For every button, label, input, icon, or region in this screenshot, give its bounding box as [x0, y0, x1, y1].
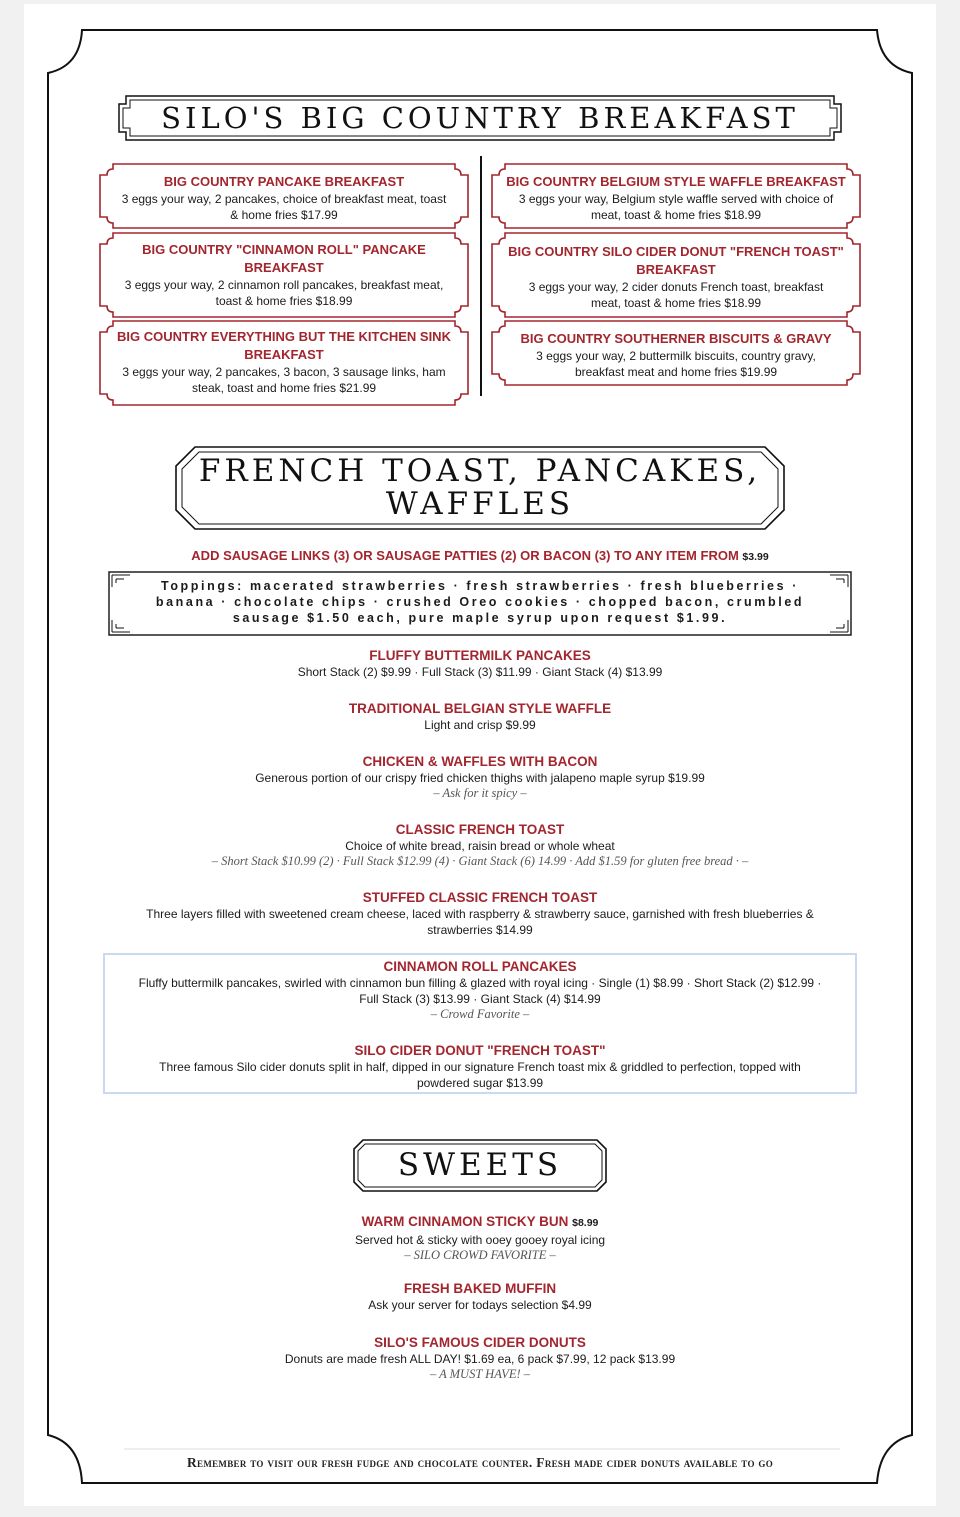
item-desc: Donuts are made fresh ALL DAY! $1.69 ea, 6 pack $7.99, 12 pack $13.99	[284, 1352, 676, 1366]
sweets-title: SWEETS	[397, 1147, 563, 1183]
card-cider-donut-breakfast	[491, 232, 861, 318]
item-desc: Three famous Silo cider donuts split in half, dipped in our signature French toast mix & griddled to perfection, topped with	[159, 1060, 801, 1074]
item-title: WARM CINNAMON STICKY BUN	[361, 1214, 569, 1229]
card-title: BIG COUNTRY EVERYTHING BUT THE KITCHEN SINK	[117, 329, 451, 344]
sweet-muffin	[110, 1280, 850, 1313]
item-desc: Short Stack (2) $9.99 · Full Stack (3) $11.99 · Giant Stack (4) $13.99	[297, 665, 663, 679]
french-toast-title-line2: WAFFLES	[385, 486, 575, 522]
card-cinnamon-roll-breakfast	[99, 232, 469, 318]
big-country-banner	[118, 95, 842, 141]
item-title: SILO'S FAMOUS CIDER DONUTS	[374, 1335, 586, 1350]
toppings-line: Toppings: macerated strawberries · fresh strawberries · fresh blueberries ·	[161, 579, 799, 593]
card-desc: & home fries $17.99	[230, 208, 338, 222]
card-desc: 3 eggs your way, 2 pancakes, choice of breakfast meat, toast	[121, 192, 447, 206]
item-desc: powdered sugar $13.99	[416, 1076, 544, 1090]
item-desc: Served hot & sticky with ooey gooey royal icing	[354, 1233, 606, 1247]
item-title: FLUFFY BUTTERMILK PANCAKES	[369, 648, 591, 663]
item-title: CHICKEN & WAFFLES WITH BACON	[362, 754, 598, 769]
item-title: CINNAMON ROLL PANCAKES	[383, 959, 577, 974]
addon-price: $3.99	[742, 551, 769, 563]
card-desc: toast & home fries $18.99	[215, 294, 353, 308]
toppings-line: banana · chocolate chips · crushed Oreo cookies · chopped bacon, crumbled	[155, 595, 805, 609]
item-buttermilk-pancakes	[110, 647, 850, 680]
card-desc: 3 eggs your way, 2 cinnamon roll pancakes, breakfast meat,	[124, 278, 444, 292]
sweet-sticky-bun	[110, 1213, 850, 1263]
card-title-line2: BREAKFAST	[636, 262, 716, 277]
item-note: – Short Stack $10.99 (2) · Full Stack $12.99 (4) · Giant Stack (6) 14.99 · Add $1.59 for gluten free bread · –	[211, 854, 749, 868]
item-title: TRADITIONAL BELGIAN STYLE WAFFLE	[348, 701, 612, 716]
item-title: FRESH BAKED MUFFIN	[403, 1281, 557, 1296]
card-title: BIG COUNTRY BELGIUM STYLE WAFFLE BREAKFAST	[506, 174, 846, 189]
card-belgium-waffle-breakfast	[491, 163, 861, 229]
sweets-banner	[353, 1139, 607, 1192]
item-title: STUFFED CLASSIC FRENCH TOAST	[362, 890, 598, 905]
column-divider	[480, 156, 482, 396]
item-desc: Three layers filled with sweetened cream cheese, laced with raspberry & strawberry sauce, garnished with fresh blueberries &	[146, 907, 814, 921]
item-cider-donut-french-toast	[105, 1042, 855, 1091]
item-note: – Ask for it spicy –	[433, 786, 527, 800]
card-desc: 3 eggs your way, Belgium style waffle served with choice of	[518, 192, 834, 206]
item-desc: Full Stack (3) $13.99 · Giant Stack (4) $14.99	[359, 992, 601, 1006]
toppings-box	[108, 571, 852, 636]
french-toast-banner	[175, 446, 785, 530]
french-toast-title: FRENCH TOAST, PANCAKES,	[198, 453, 762, 489]
card-desc: meat, toast & home fries $18.99	[590, 208, 762, 222]
item-title: CLASSIC FRENCH TOAST	[395, 822, 565, 837]
card-title: BIG COUNTRY SOUTHERNER BISCUITS & GRAVY	[520, 331, 832, 346]
item-note: – SILO CROWD FAVORITE –	[404, 1248, 556, 1262]
item-desc: Choice of white bread, raisin bread or whole wheat	[345, 839, 615, 853]
card-title: BIG COUNTRY "CINNAMON ROLL" PANCAKE	[142, 242, 426, 257]
item-desc: Ask your server for todays selection $4.99	[368, 1298, 592, 1312]
item-desc: Fluffy buttermilk pancakes, swirled with cinnamon bun filling & glazed with royal icing · Single (1) $8.99 · Short Stack (2) $12.99 ·	[138, 976, 822, 990]
card-desc: meat, toast & home fries $18.99	[590, 296, 762, 310]
card-desc: steak, toast and home fries $21.99	[191, 381, 377, 395]
item-cinnamon-roll-pancakes	[105, 958, 855, 1022]
item-classic-french-toast	[110, 821, 850, 869]
card-title: BIG COUNTRY PANCAKE BREAKFAST	[163, 174, 405, 189]
card-desc: breakfast meat and home fries $19.99	[574, 365, 778, 379]
item-title: SILO CIDER DONUT "FRENCH TOAST"	[354, 1043, 606, 1058]
card-title-line2: BREAKFAST	[244, 260, 324, 275]
item-desc: Light and crisp $9.99	[424, 718, 536, 732]
sweet-cider-donuts	[110, 1334, 850, 1382]
addon-line	[100, 547, 860, 566]
item-chicken-waffles	[110, 753, 850, 801]
item-stuffed-french-toast	[100, 889, 860, 938]
card-desc: 3 eggs your way, 2 pancakes, 3 bacon, 3 sausage links, ham	[122, 365, 446, 379]
big-country-title: SILO'S BIG COUNTRY BREAKFAST	[161, 101, 799, 135]
footer-note: Remember to visit our fresh fudge and chocolate counter. Fresh made cider donuts available to go	[186, 1455, 774, 1470]
item-note: – Crowd Favorite –	[430, 1007, 530, 1021]
card-title-line2: BREAKFAST	[244, 347, 324, 362]
card-pancake-breakfast	[99, 163, 469, 229]
item-desc: strawberries $14.99	[427, 923, 533, 937]
card-biscuits-gravy-breakfast	[491, 320, 861, 386]
toppings-line: sausage $1.50 each, pure maple syrup upon request $1.99.	[232, 611, 728, 625]
card-desc: 3 eggs your way, 2 cider donuts French toast, breakfast	[528, 280, 824, 294]
item-note: – A MUST HAVE! –	[429, 1367, 531, 1381]
card-kitchen-sink-breakfast	[99, 320, 469, 406]
item-belgian-waffle	[110, 700, 850, 733]
item-price: $8.99	[572, 1217, 599, 1229]
item-desc: Generous portion of our crispy fried chicken thighs with jalapeno maple syrup $19.99	[255, 771, 705, 785]
card-desc: 3 eggs your way, 2 buttermilk biscuits, country gravy,	[536, 349, 816, 363]
card-title: BIG COUNTRY SILO CIDER DONUT "FRENCH TOAST"	[508, 244, 844, 259]
addon-text: ADD SAUSAGE LINKS (3) OR SAUSAGE PATTIES (2) OR BACON (3) TO ANY ITEM FROM	[191, 548, 739, 563]
